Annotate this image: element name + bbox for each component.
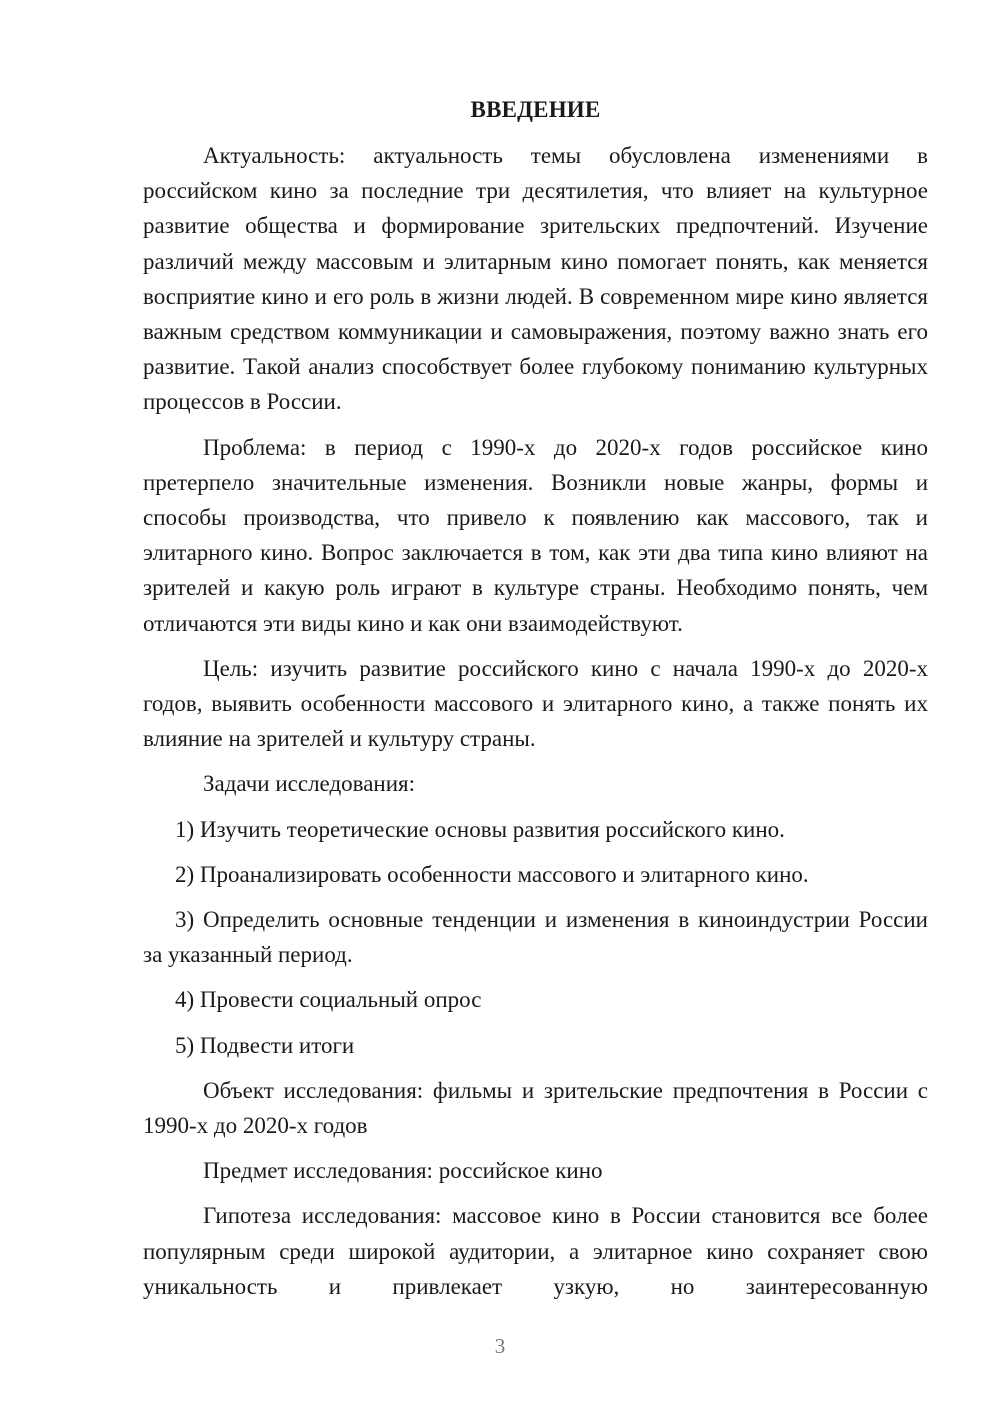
goal-paragraph: Цель: изучить развитие российского кино с начала 1990-х до 2020-х годов, выявить особенности массового и элитарного кино, а также понять их влияние на зрителей и культуру страны.: [143, 655, 928, 752]
relevance-paragraph: Актуальность: актуальность темы обусловлена изменениями в российском кино за последние три десятилетия, что влияет на культурное развитие общества и формирование зрительских предпочтений. Изучение различий между массовым и элитарным кино помогает понять, как меняется восприятие кино и его роль в жизни людей. В современном мире кино является важным средством коммуникации и самовыражения, поэтому важно знать его развитие. Такой анализ способствует более глубокому пониманию культурных процессов в России.: [143, 143, 928, 415]
page-number: 3: [494, 1334, 506, 1358]
task-item: 3) Определить основные тенденции и изменения в киноиндустрии России за указанный период.: [143, 907, 928, 968]
task-item: 1) Изучить теоретические основы развития российского кино.: [175, 816, 785, 842]
task-item: 4) Провести социальный опрос: [175, 987, 482, 1013]
section-title: ВВЕДЕНИЕ: [470, 97, 601, 122]
problem-paragraph: Проблема: в период с 1990-х до 2020-х годов российское кино претерпело значительные изменения. Возникли новые жанры, формы и способы производства, что привело к появлению как массового, так и элитарного кино. Вопрос заключается в том, как эти два типа кино влияют на зрителей и какую роль играют в культуре страны. Необходимо понять, чем отличаются эти виды кино и как они взаимодействуют.: [143, 434, 928, 636]
task-item: 5) Подвести итоги: [175, 1032, 355, 1058]
tasks-heading: Задачи исследования:: [203, 771, 416, 797]
task-item: 2) Проанализировать особенности массового и элитарного кино.: [175, 861, 809, 887]
document-page: [143, 92, 928, 1304]
tasks-list: [143, 812, 928, 1063]
hypothesis-paragraph: Гипотеза исследования: массовое кино в России становится все более популярным среди широкой аудитории, а элитарное кино сохраняет свою уникальность и привлекает узкую, но заинтересованную: [143, 1203, 928, 1299]
object-paragraph: Объект исследования: фильмы и зрительские предпочтения в России с 1990-х до 2020-х годов: [143, 1077, 928, 1139]
subject-paragraph: Предмет исследования: российское кино: [203, 1158, 603, 1184]
